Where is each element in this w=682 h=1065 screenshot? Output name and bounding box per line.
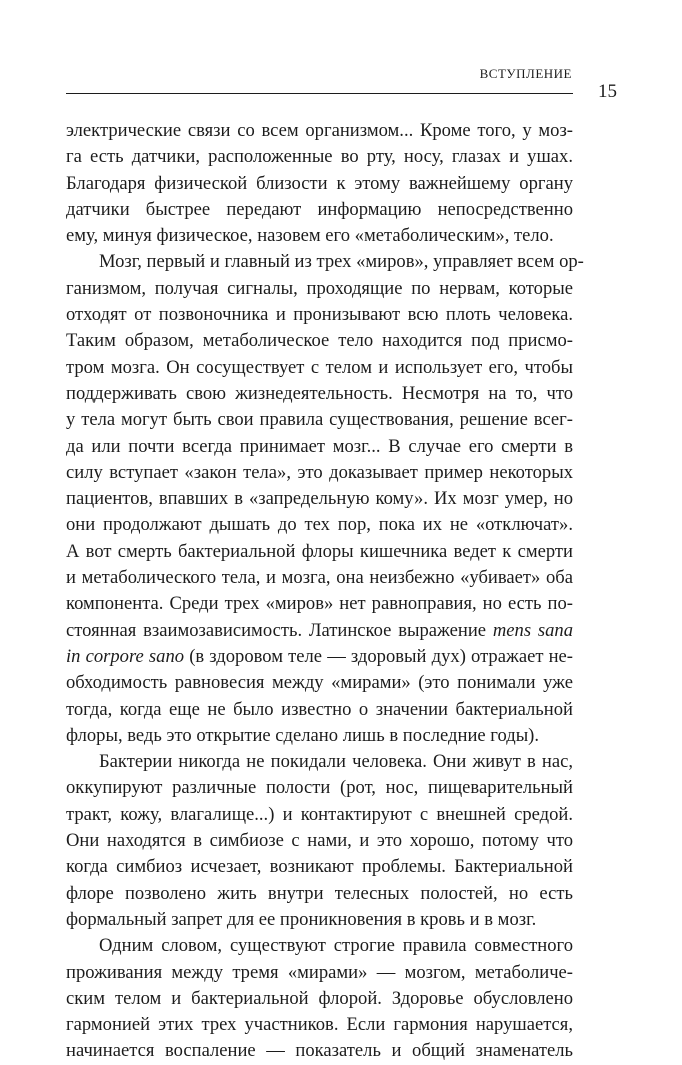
text-line: гармонией этих трех участников. Если гармония нарушается, — [66, 1014, 573, 1036]
text-segment: (в здоровом теле — здоровый дух) отражает не- — [189, 645, 573, 667]
text-line: тогда, когда еще не было известно о значении бактериальной — [66, 698, 573, 720]
text-line: начинается воспаление — показатель и общий знаменатель — [66, 1040, 573, 1062]
body-text — [66, 118, 584, 1065]
text-line: Бактерии никогда не покидали человека. Они живут в нас, — [99, 751, 573, 773]
text-line: Одним словом, существуют строгие правила совместного — [99, 935, 573, 957]
text-line: флоры, ведь это открытие сделано лишь в последние годы). — [66, 724, 540, 746]
text-line: электрические связи со всем организмом... Кроме того, у моз- — [66, 120, 573, 141]
text-line: силу вступает «закон тела», это доказывает пример некоторых — [66, 461, 573, 483]
text-line: А вот смерть бактериальной флоры кишечника ведет к смерти — [66, 540, 573, 562]
text-line: тракт, кожу, влагалище...) и контактируют с внешней средой. — [66, 803, 573, 825]
latin-phrase: in corpore sano — [66, 645, 185, 667]
text-line: проживания между тремя «мирами» — мозгом, метаболиче- — [66, 961, 573, 983]
text-line — [66, 618, 573, 644]
text-line: оккупируют различные полости (рот, нос, пищеварительный — [66, 777, 573, 799]
text-line: пациентов, впавших в «запредельную кому». Их мозг умер, но — [66, 488, 573, 510]
text-line: ганизмом, получая сигналы, проходящие по нервам, которые — [66, 277, 573, 299]
page-number: 15 — [598, 81, 617, 102]
text-line: они продолжают дышать до тех пор, пока их не «отключат». — [66, 514, 573, 536]
text-line: обходимость равновесия между «мирами» (это понимали уже — [66, 672, 573, 694]
text-line: поддерживать свою жизнедеятельность. Несмотря на то, что — [66, 382, 573, 404]
text-line: формальный запрет для ее проникновения в кровь и в мозг. — [66, 908, 537, 930]
running-head: ВСТУПЛЕНИЕ — [479, 66, 572, 81]
text-line: отходят от позвоночника и пронизывают всю плоть человека. — [66, 304, 573, 326]
text-line: датчики быстрее передают информацию непосредственно — [66, 198, 573, 220]
text-line: да или почти всегда принимает мозг... В случае его смерти в — [66, 435, 573, 457]
text-line — [66, 644, 573, 670]
text-line: и метаболического тела, и мозга, она неизбежно «убивает» оба — [66, 567, 573, 589]
text-line: флоре позволено жить внутри телесных полостей, но есть — [66, 882, 573, 904]
text-line: тром мозга. Он сосуществует с телом и использует его, чтобы — [66, 356, 573, 378]
text-segment: стоянная взаимозависимость. Латинское выражение — [66, 619, 487, 641]
text-line: Таким образом, метаболическое тело находится под присмо- — [66, 330, 573, 352]
text-line: Благодаря физической близости к этому важнейшему органу — [66, 172, 573, 194]
text-line: ским телом и бактериальной флорой. Здоровье обусловлено — [66, 987, 573, 1009]
text-line: ему, минуя физическое, назовем его «метаболическим», тело. — [66, 225, 554, 247]
text-line: когда симбиоз исчезает, возникают проблемы. Бактериальной — [66, 856, 573, 878]
text-line: у тела могут быть свои правила существования, решение всег- — [66, 409, 573, 431]
text-line: га есть датчики, расположенные во рту, носу, глазах и ушах. — [66, 146, 573, 168]
text-line: Мозг, первый и главный из трех «миров», управляет всем ор- — [99, 251, 584, 273]
text-line: компонента. Среди трех «миров» нет равноправия, но есть по- — [66, 593, 573, 615]
text-line: Они находятся в симбиозе с нами, и это хорошо, потому что — [66, 830, 573, 852]
latin-phrase: mens sana — [492, 619, 573, 641]
header-rule — [66, 93, 573, 94]
